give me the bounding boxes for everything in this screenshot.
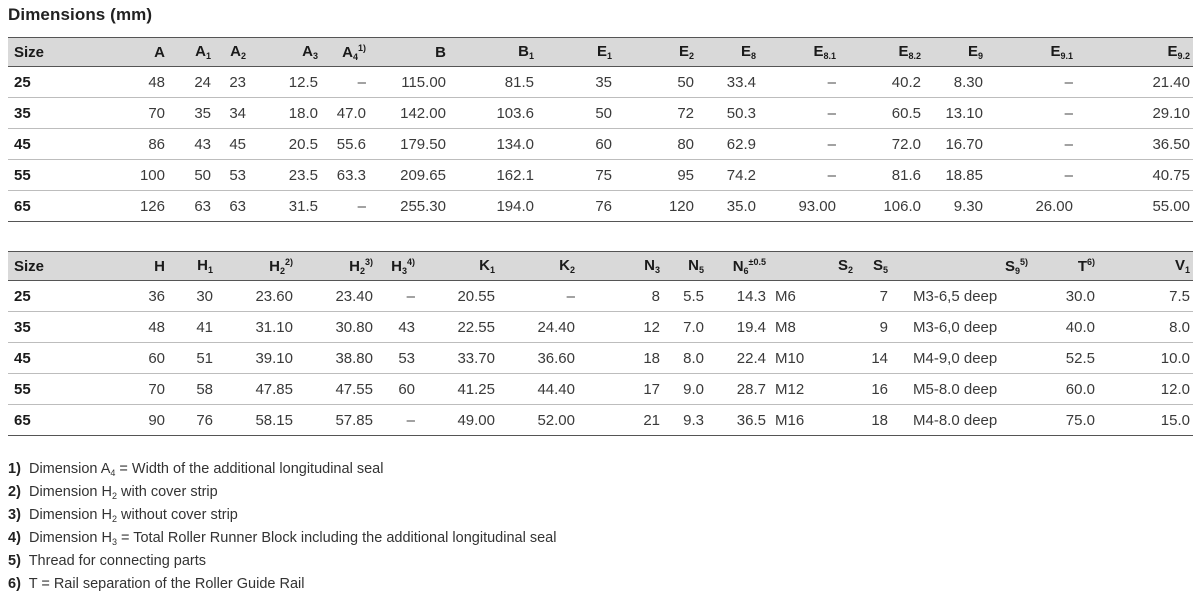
value-cell: 18 [578, 343, 663, 374]
column-header-label: E [1167, 43, 1178, 60]
value-cell: 7.5 [1098, 281, 1193, 312]
value-cell: 86 [86, 129, 168, 160]
value-cell: – [498, 281, 578, 312]
column-header-label: K [479, 257, 490, 274]
value-cell: 17 [578, 374, 663, 405]
footnote-text: Dimension H [28, 507, 112, 523]
value-cell: M8 [769, 312, 856, 343]
column-header-subscript: 9.2 [1177, 51, 1190, 61]
column-header-subscript: 8.2 [908, 51, 921, 61]
value-cell: 26.00 [986, 191, 1076, 222]
table-row [8, 343, 1193, 374]
column-header-label: H [349, 257, 360, 275]
column-header-subscript: 3 [312, 51, 318, 61]
value-cell: M4-9,0 deep [891, 343, 1031, 374]
column-header [769, 252, 856, 281]
value-cell: 126 [86, 191, 168, 222]
table-row [8, 98, 1193, 129]
value-cell: 53 [376, 343, 418, 374]
column-header-subscript: 6 [743, 265, 749, 276]
table-header-row [8, 38, 1193, 67]
size-cell: 65 [8, 191, 86, 222]
column-header-label: E [596, 43, 607, 60]
value-cell: 22.4 [707, 343, 769, 374]
value-cell: 39.10 [216, 343, 296, 374]
footnotes [8, 458, 556, 596]
column-header-footnote-ref: 5) [1019, 256, 1028, 267]
size-cell: 55 [8, 374, 86, 405]
column-header-footnote-ref: 3) [364, 256, 373, 267]
column-header [537, 38, 615, 67]
value-cell: 44.40 [498, 374, 578, 405]
column-header-label: H [269, 257, 280, 275]
footnote-number: 6) [8, 576, 21, 592]
value-cell: 103.6 [449, 98, 537, 129]
value-cell: 36.50 [1076, 129, 1193, 160]
column-header-label: E [740, 43, 751, 60]
column-header-label: E [1050, 43, 1061, 60]
column-header [86, 38, 168, 67]
value-cell: 255.30 [369, 191, 449, 222]
value-cell: 72.0 [839, 129, 924, 160]
value-cell: 19.4 [707, 312, 769, 343]
column-header-label: H [197, 257, 208, 274]
value-cell: 21.40 [1076, 67, 1193, 98]
value-cell: 36.60 [498, 343, 578, 374]
value-cell: 74.2 [697, 160, 759, 191]
column-header [1098, 252, 1193, 281]
value-cell: 13.10 [924, 98, 986, 129]
table-row [8, 129, 1193, 160]
value-cell: 55.00 [1076, 191, 1193, 222]
column-header [86, 252, 168, 281]
footnote-subscript: 3 [111, 537, 117, 547]
value-cell: M16 [769, 405, 856, 436]
value-cell: 50 [537, 98, 615, 129]
value-cell: 23.60 [216, 281, 296, 312]
value-cell: 12.5 [249, 67, 321, 98]
dimensions-table-1 [8, 37, 1193, 222]
size-cell: 35 [8, 312, 86, 343]
column-header-subscript: 9 [977, 51, 983, 61]
value-cell: – [376, 405, 418, 436]
value-cell: 9 [856, 312, 891, 343]
value-cell: 63 [214, 191, 249, 222]
column-header-subscript: 5 [698, 265, 704, 275]
footnote-number: 5) [8, 553, 21, 569]
value-cell: 55.6 [321, 129, 369, 160]
value-cell: 23 [214, 67, 249, 98]
value-cell: 23.40 [296, 281, 376, 312]
footnote-text: T = Rail separation of the Roller Guide Rail [28, 576, 305, 592]
column-header-subscript: 8 [750, 51, 756, 61]
value-cell: 76 [168, 405, 216, 436]
size-cell: 55 [8, 160, 86, 191]
column-header-subscript: 8.1 [823, 51, 836, 61]
column-header-footnote-ref: 1) [357, 42, 366, 53]
value-cell: 43 [376, 312, 418, 343]
column-header [369, 38, 449, 67]
value-cell: 209.65 [369, 160, 449, 191]
value-cell: – [759, 67, 839, 98]
value-cell: 20.5 [249, 129, 321, 160]
column-header [168, 38, 214, 67]
column-header-subscript: 2 [359, 265, 365, 276]
column-header [296, 252, 376, 281]
footnote-text-rest: with cover strip [116, 484, 218, 500]
table-row [8, 67, 1193, 98]
size-cell: 45 [8, 129, 86, 160]
column-header-label: N [732, 257, 744, 275]
value-cell: 9.3 [663, 405, 707, 436]
value-cell: 80 [615, 129, 697, 160]
value-cell: 58 [168, 374, 216, 405]
column-header-label: S [872, 257, 883, 274]
column-header [1076, 38, 1193, 67]
value-cell: 47.55 [296, 374, 376, 405]
value-cell: 115.00 [369, 67, 449, 98]
value-cell: 10.0 [1098, 343, 1193, 374]
value-cell: 76 [537, 191, 615, 222]
value-cell: 52.5 [1031, 343, 1098, 374]
value-cell: 40.0 [1031, 312, 1098, 343]
value-cell: 35.0 [697, 191, 759, 222]
value-cell: 12 [578, 312, 663, 343]
value-cell: 48 [86, 312, 168, 343]
column-header-subscript: 1 [489, 265, 495, 275]
value-cell: 134.0 [449, 129, 537, 160]
value-cell: 24.40 [498, 312, 578, 343]
footnote [8, 458, 556, 481]
column-header-footnote-ref: 2) [284, 256, 293, 267]
footnote-number: 1) [8, 461, 21, 477]
value-cell: 142.00 [369, 98, 449, 129]
value-cell: 58.15 [216, 405, 296, 436]
column-header [418, 252, 498, 281]
column-header [321, 38, 369, 67]
value-cell: 21 [578, 405, 663, 436]
value-cell: 9.0 [663, 374, 707, 405]
column-header-footnote-ref: ±0.5 [748, 256, 766, 267]
value-cell: – [759, 129, 839, 160]
value-cell: – [986, 67, 1076, 98]
column-header-label: V [1174, 257, 1185, 274]
value-cell: 8.30 [924, 67, 986, 98]
value-cell: 20.55 [418, 281, 498, 312]
footnote-subscript: 2 [111, 491, 117, 501]
value-cell: 52.00 [498, 405, 578, 436]
column-header-label: A [195, 43, 206, 60]
value-cell: 28.7 [707, 374, 769, 405]
value-cell: 5.5 [663, 281, 707, 312]
value-cell: 35 [168, 98, 214, 129]
dimensions-table-2 [8, 251, 1193, 436]
value-cell: 50.3 [697, 98, 759, 129]
value-cell: 51 [168, 343, 216, 374]
table-row [8, 405, 1193, 436]
column-header-subscript: 1 [205, 51, 211, 61]
value-cell: 7 [856, 281, 891, 312]
value-cell: 18 [856, 405, 891, 436]
value-cell: 38.80 [296, 343, 376, 374]
value-cell: M3-6,5 deep [891, 281, 1031, 312]
value-cell: 60.0 [1031, 374, 1098, 405]
column-header-label: H [391, 257, 402, 275]
column-header-subscript: 9 [1014, 265, 1020, 276]
value-cell: 16.70 [924, 129, 986, 160]
value-cell: 14 [856, 343, 891, 374]
column-header-subscript: 2 [847, 265, 853, 275]
footnote-text-rest: = Width of the additional longitudinal seal [115, 461, 384, 477]
value-cell: 57.85 [296, 405, 376, 436]
size-cell: 25 [8, 281, 86, 312]
value-cell: 62.9 [697, 129, 759, 160]
value-cell: – [986, 160, 1076, 191]
value-cell: 70 [86, 374, 168, 405]
column-header [578, 252, 663, 281]
column-header [249, 38, 321, 67]
value-cell: 93.00 [759, 191, 839, 222]
column-header-subscript: 1 [606, 51, 612, 61]
column-header [924, 38, 986, 67]
column-header-label: S [837, 257, 848, 274]
column-header-subscript: 1 [207, 265, 213, 275]
column-header [1031, 252, 1098, 281]
column-header-subscript: 5 [882, 265, 888, 275]
value-cell: 70 [86, 98, 168, 129]
column-header-label: B [435, 43, 446, 61]
value-cell: 81.6 [839, 160, 924, 191]
table-row [8, 191, 1193, 222]
value-cell: 45 [214, 129, 249, 160]
value-cell: 31.5 [249, 191, 321, 222]
column-header [168, 252, 216, 281]
column-header-label: A [302, 43, 313, 60]
value-cell: M3-6,0 deep [891, 312, 1031, 343]
value-cell: 48 [86, 67, 168, 98]
value-cell: 53 [214, 160, 249, 191]
column-header-subscript: 2 [240, 51, 246, 61]
column-header [8, 252, 86, 281]
value-cell: 36.5 [707, 405, 769, 436]
column-header [615, 38, 697, 67]
value-cell: 22.55 [418, 312, 498, 343]
value-cell: M5-8.0 deep [891, 374, 1031, 405]
column-header-label: A [154, 43, 165, 61]
footnote-subscript: 4 [110, 468, 116, 478]
column-header-label: Size [14, 43, 45, 61]
value-cell: 7.0 [663, 312, 707, 343]
value-cell: M4-8.0 deep [891, 405, 1031, 436]
column-header [376, 252, 418, 281]
value-cell: 95 [615, 160, 697, 191]
value-cell: – [321, 191, 369, 222]
column-header-label: H [154, 257, 165, 275]
value-cell: 120 [615, 191, 697, 222]
footnote [8, 527, 556, 550]
value-cell: – [759, 160, 839, 191]
value-cell: M6 [769, 281, 856, 312]
column-header [498, 252, 578, 281]
value-cell: – [986, 129, 1076, 160]
value-cell: 100 [86, 160, 168, 191]
value-cell: 43 [168, 129, 214, 160]
value-cell: 31.10 [216, 312, 296, 343]
value-cell: 60.5 [839, 98, 924, 129]
page-title: Dimensions (mm) [8, 5, 153, 24]
column-header-label: N [644, 257, 655, 274]
footnote-text-rest: without cover strip [116, 507, 238, 523]
value-cell: 63.3 [321, 160, 369, 191]
column-header-subscript: 2 [569, 265, 575, 275]
value-cell: 60 [86, 343, 168, 374]
value-cell: 33.4 [697, 67, 759, 98]
column-header [663, 252, 707, 281]
column-header-label: E [898, 43, 909, 60]
column-header-label: A [342, 43, 353, 61]
size-cell: 45 [8, 343, 86, 374]
size-cell: 35 [8, 98, 86, 129]
size-cell: 65 [8, 405, 86, 436]
value-cell: 162.1 [449, 160, 537, 191]
value-cell: 41 [168, 312, 216, 343]
value-cell: 90 [86, 405, 168, 436]
footnote-text: Dimension H [28, 484, 112, 500]
table-header-row [8, 252, 1193, 281]
footnote-text: Thread for connecting parts [28, 553, 207, 569]
column-header-footnote-ref: 6) [1086, 257, 1095, 267]
value-cell: 106.0 [839, 191, 924, 222]
column-header-label: A [230, 43, 241, 60]
footnote [8, 504, 556, 527]
column-header [986, 38, 1076, 67]
footnote-text: Dimension A [28, 461, 111, 477]
value-cell: 18.85 [924, 160, 986, 191]
size-cell: 25 [8, 67, 86, 98]
value-cell: 63 [168, 191, 214, 222]
value-cell: 75 [537, 160, 615, 191]
value-cell: 47.0 [321, 98, 369, 129]
value-cell: – [986, 98, 1076, 129]
value-cell: 41.25 [418, 374, 498, 405]
value-cell: 50 [615, 67, 697, 98]
value-cell: 33.70 [418, 343, 498, 374]
footnote-text-rest: = Total Roller Runner Block including the additional longitudinal seal [116, 530, 557, 546]
column-header-subscript: 2 [279, 265, 285, 276]
column-header [449, 38, 537, 67]
value-cell: 24 [168, 67, 214, 98]
value-cell: M10 [769, 343, 856, 374]
column-header [8, 38, 86, 67]
column-header-subscript: 9.1 [1060, 51, 1073, 61]
footnote [8, 573, 556, 596]
footnote [8, 481, 556, 504]
footnote-number: 3) [8, 507, 21, 523]
value-cell: 23.5 [249, 160, 321, 191]
column-header-label: N [688, 257, 699, 274]
table-row [8, 281, 1193, 312]
table-row [8, 160, 1193, 191]
column-header-subscript: 3 [401, 265, 407, 276]
value-cell: 179.50 [369, 129, 449, 160]
column-header-label: K [559, 257, 570, 274]
value-cell: – [759, 98, 839, 129]
footnote-text: Dimension H [28, 530, 112, 546]
column-header-label: T [1077, 258, 1087, 275]
value-cell: 50 [168, 160, 214, 191]
value-cell: 60 [537, 129, 615, 160]
column-header-footnote-ref: 4) [406, 256, 415, 267]
column-header [839, 38, 924, 67]
value-cell: 81.5 [449, 67, 537, 98]
column-header [759, 38, 839, 67]
column-header-subscript: 3 [654, 265, 660, 275]
value-cell: – [376, 281, 418, 312]
value-cell: 8.0 [663, 343, 707, 374]
value-cell: 29.10 [1076, 98, 1193, 129]
value-cell: 40.75 [1076, 160, 1193, 191]
column-header-subscript: 4 [352, 51, 358, 62]
value-cell: 75.0 [1031, 405, 1098, 436]
column-header-subscript: 1 [528, 51, 534, 61]
value-cell: 18.0 [249, 98, 321, 129]
value-cell: 40.2 [839, 67, 924, 98]
value-cell: 9.30 [924, 191, 986, 222]
column-header [856, 252, 891, 281]
column-header-label: Size [14, 257, 45, 275]
column-header [216, 252, 296, 281]
value-cell: M12 [769, 374, 856, 405]
value-cell: 8.0 [1098, 312, 1193, 343]
value-cell: 30 [168, 281, 216, 312]
column-header-label: S [1004, 257, 1015, 275]
column-header [214, 38, 249, 67]
footnote-number: 2) [8, 484, 21, 500]
value-cell: 30.80 [296, 312, 376, 343]
value-cell: 36 [86, 281, 168, 312]
table-row [8, 312, 1193, 343]
value-cell: 194.0 [449, 191, 537, 222]
footnote [8, 550, 556, 573]
table-row [8, 374, 1193, 405]
value-cell: 12.0 [1098, 374, 1193, 405]
value-cell: 47.85 [216, 374, 296, 405]
column-header-subscript: 2 [688, 51, 694, 61]
footnote-subscript: 2 [111, 514, 117, 524]
column-header [891, 252, 1031, 281]
value-cell: 72 [615, 98, 697, 129]
value-cell: 35 [537, 67, 615, 98]
column-header [707, 252, 769, 281]
column-header-label: E [678, 43, 689, 60]
value-cell: 30.0 [1031, 281, 1098, 312]
column-header [697, 38, 759, 67]
footnote-number: 4) [8, 530, 21, 546]
value-cell: 60 [376, 374, 418, 405]
value-cell: 34 [214, 98, 249, 129]
column-header-label: E [813, 43, 824, 60]
value-cell: – [321, 67, 369, 98]
column-header-subscript: 1 [1184, 265, 1190, 275]
value-cell: 49.00 [418, 405, 498, 436]
column-header-label: E [967, 43, 978, 60]
value-cell: 16 [856, 374, 891, 405]
value-cell: 8 [578, 281, 663, 312]
value-cell: 14.3 [707, 281, 769, 312]
value-cell: 15.0 [1098, 405, 1193, 436]
column-header-label: B [518, 43, 529, 60]
